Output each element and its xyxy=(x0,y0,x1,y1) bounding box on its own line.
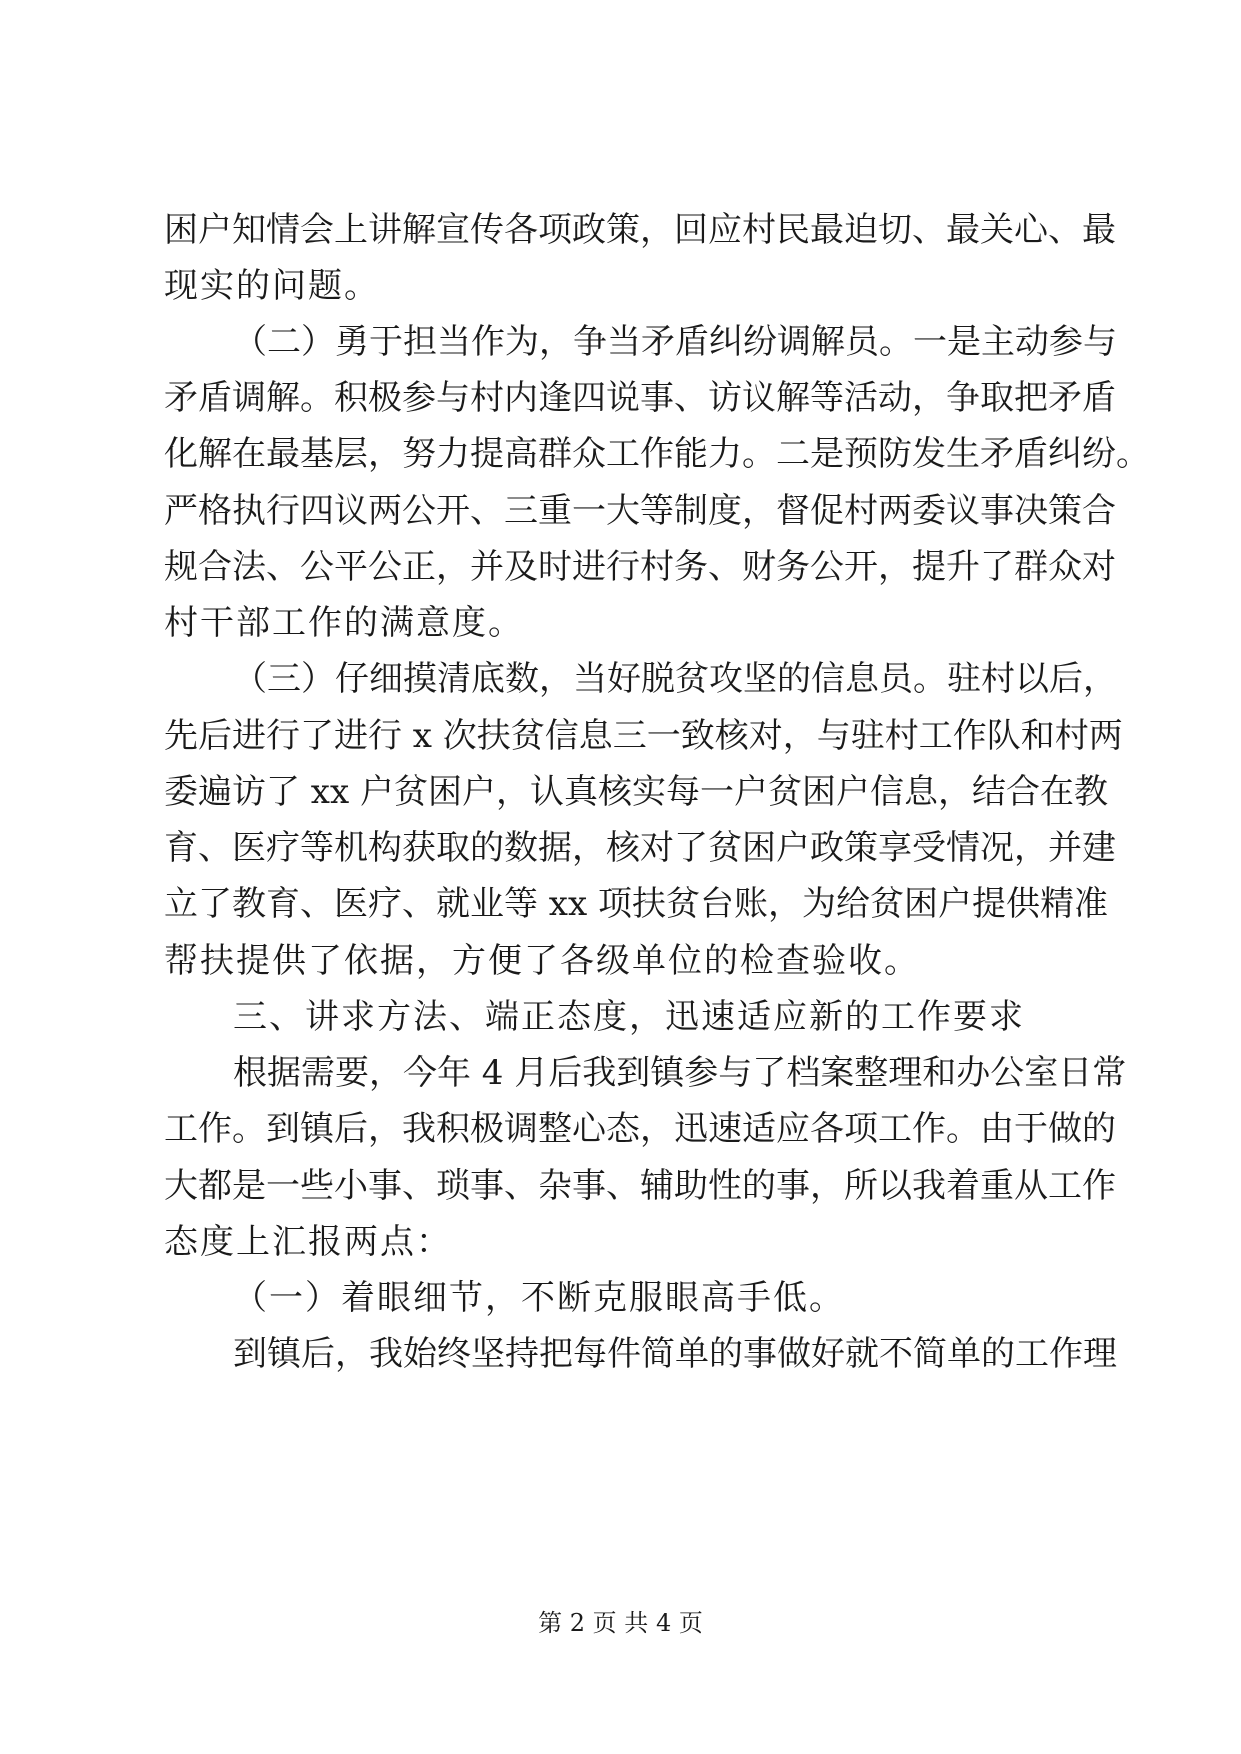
page-number: 第 2 页 共 4 页 xyxy=(538,1609,703,1637)
text-line: 态度上汇报两点： xyxy=(164,1222,452,1262)
text-line: 困户知情会上讲解宣传各项政策，回应村民最迫切、最关心、最 xyxy=(164,210,1116,250)
text-line: 委遍访了 xx 户贫困户，认真核实每一户贫困户信息，结合在教 xyxy=(164,772,1108,812)
text-line: 立了教育、医疗、就业等 xx 项扶贫台账，为给贫困户提供精准 xyxy=(164,884,1108,924)
section-heading: 三、讲求方法、端正态度，迅速适应新的工作要求 xyxy=(233,997,1025,1037)
text-line: 先后进行了进行 x 次扶贫信息三一致核对，与驻村工作队和村两 xyxy=(164,716,1123,756)
text-line: （三）仔细摸清底数，当好脱贫攻坚的信息员。驻村以后， xyxy=(233,659,1117,699)
text-line: 现实的问题。 xyxy=(164,266,380,306)
text-line: 帮扶提供了依据，方便了各级单位的检查验收。 xyxy=(164,941,920,981)
text-line: 矛盾调解。积极参与村内逢四说事、访议解等活动，争取把矛盾 xyxy=(164,378,1116,418)
text-line: 化解在最基层，努力提高群众工作能力。二是预防发生矛盾纠纷。 xyxy=(164,434,1150,474)
text-line: 严格执行四议两公开、三重一大等制度，督促村两委议事决策合 xyxy=(164,491,1116,531)
text-line: 根据需要，今年 4 月后我到镇参与了档案整理和办公室日常 xyxy=(233,1053,1127,1093)
text-line: 工作。到镇后，我积极调整心态，迅速适应各项工作。由于做的 xyxy=(164,1109,1116,1149)
text-line: 村干部工作的满意度。 xyxy=(164,603,524,643)
text-line: 到镇后，我始终坚持把每件简单的事做好就不简单的工作理 xyxy=(233,1334,1117,1374)
text-line: 育、医疗等机构获取的数据，核对了贫困户政策享受情况，并建 xyxy=(164,828,1116,868)
subheading: （一）着眼细节，不断克服眼高手低。 xyxy=(233,1278,845,1318)
text-line: （二）勇于担当作为，争当矛盾纠纷调解员。一是主动参与 xyxy=(233,322,1117,362)
text-line: 规合法、公平公正，并及时进行村务、财务公开，提升了群众对 xyxy=(164,547,1116,587)
text-line: 大都是一些小事、琐事、杂事、辅助性的事，所以我着重从工作 xyxy=(164,1166,1116,1206)
